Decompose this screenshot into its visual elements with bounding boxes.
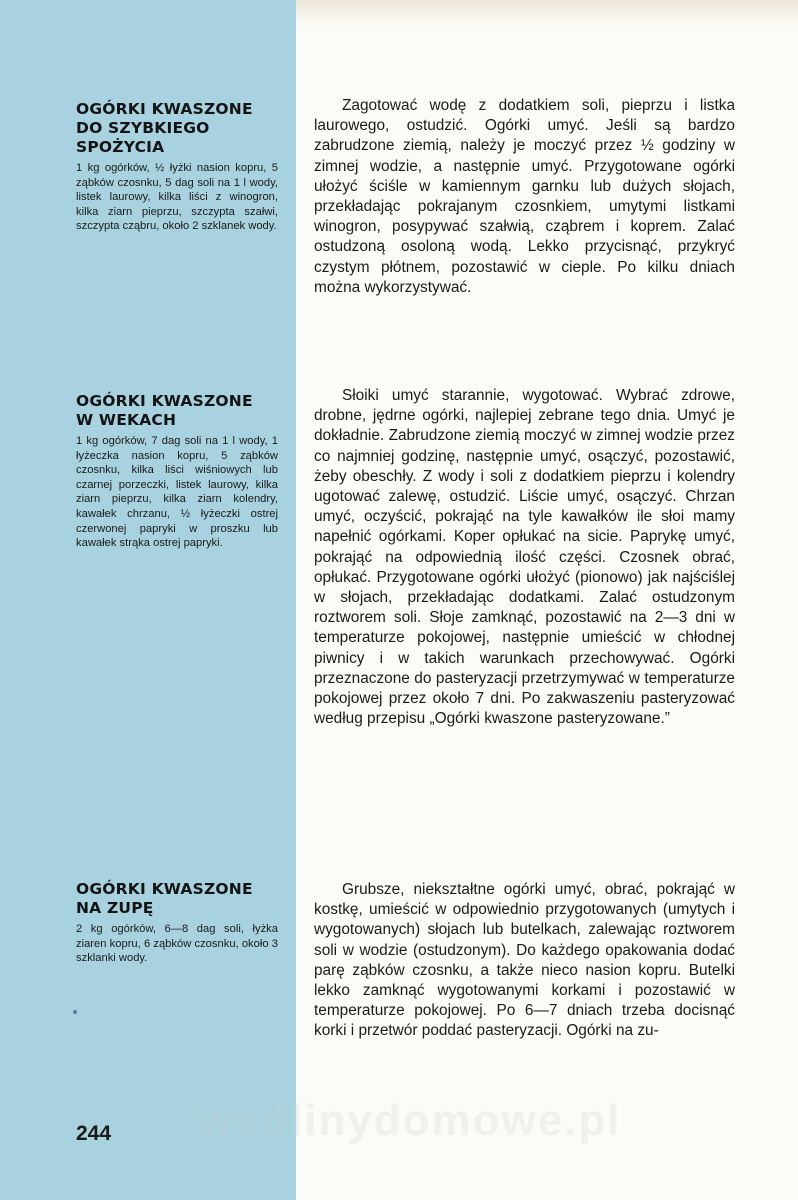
recipe-3-title-line-1: OGÓRKI KWASZONE: [76, 880, 253, 898]
page-top-edge: [296, 0, 798, 26]
recipe-1-sidebar: [76, 100, 278, 234]
recipe-3-sidebar: [76, 880, 278, 966]
recipe-1-title-line-1: OGÓRKI KWASZONE: [76, 100, 253, 118]
recipe-2-ingredients: 1 kg ogórków, 7 dag soli na 1 l wody, 1 łyżeczka nasion kopru, 5 ząbków czosnku, kilka liści wiśniowych lub czarnej porzeczki, listek laurowy, kilka ziarn pieprzu, kilka ziarn kolendry, kawałek chrzanu, ½ łyżeczki ostrej czerwonej papryki w proszku lub kawałek strąka ostrej papryki.: [76, 435, 278, 550]
watermark: wedlinydomowe.pl: [198, 1096, 622, 1145]
recipe-2-title-line-2: W WEKACH: [76, 411, 177, 429]
recipe-2-sidebar: [76, 392, 278, 551]
recipe-3-method: Grubsze, niekształtne ogórki umyć, obrać, pokrająć w kostkę, umieścić w odpowiednio przygotowanych (umytych i wygotowanych) słojach lub butelkach, zalewając roztworem soli w wodzie (ostudzonym). Do każdego opakowania dodać parę ząbków czosnku, a także nieco nasion kopru. Butelki lekko zamknąć wygotowanymi korkami i pozostawić w temperaturze pokojowej. Po 6—7 dniach trzeba docisnąć korki i przetwór poddać pasteryzacji. Ogórki na zu-: [314, 881, 735, 1040]
recipe-2-method: Słoiki umyć starannie, wygotować. Wybrać zdrowe, drobne, jędrne ogórki, najlepiej zebrane tego dnia. Umyć je dokładnie. Zabrudzone ziemią moczyć w zimnej wodzie przez co najmniej godzinę, następnie umyć, osączyć, pozostawić, żeby obeschły. Z wody i soli z dodatkiem pieprzu i kolendry ugotować zalewę, ostudzić. Liście umyć, osączyć. Chrzan umyć, oczyścić, pokrająć na tyle kawałków ile słoi mamy napełnić ogórkami. Koper opłukać na sicie. Paprykę umyć, pokrająć na odpowiednią ilość części. Czosnek obrać, opłukać. Przygotowane ogórki ułożyć (pionowo) jak najściślej w słojach, przekładając dodatkami. Zalać ostudzonym roztworem soli. Słoje zamknąć, pozostawić na 2—3 dni w temperaturze pokojowej, następnie umieścić w chłodnej piwnicy i w takich warunkach przechowywać. Ogórki przeznaczone do pasteryzacji przetrzymywać w temperaturze pokojowej przez około 7 dni. Po zakwaszeniu pasteryzować według przepisu „Ogórki kwaszone pasteryzowane.”: [314, 387, 735, 728]
page-number: 244: [76, 1122, 112, 1145]
ink-dot: [73, 1010, 77, 1014]
recipe-3-title-line-2: NA ZUPĘ: [76, 899, 154, 917]
recipe-1-ingredients: 1 kg ogórków, ½ łyżki nasion kopru, 5 ząbków czosnku, 5 dag soli na 1 l wody, listek laurowy, kilka liści z winogron, kilka ziarn pieprzu, szczypta szałwi, szczypta cząbru, około 2 szklanek wody.: [76, 162, 278, 233]
recipe-2-title: [76, 392, 278, 430]
recipe-2-title-line-1: OGÓRKI KWASZONE: [76, 392, 253, 410]
recipe-1-title-line-3: SPOŻYCIA: [76, 138, 165, 156]
recipe-3-title: [76, 880, 278, 918]
recipe-1-method: Zagotować wodę z dodatkiem soli, pieprzu i listka laurowego, ostudzić. Ogórki umyć. Jeśli są bardzo zabrudzone ziemią, należy je moczyć przez ½ godziny w zimnej wodzie, a następnie umyć. Przygotowane ogórki ułożyć ściśle w kamiennym garnku lub dużych słojach, przekładając pokrajanym czosnkiem, umytymi listkami winogron, posypywać szałwią, cząbrem i koprem. Zalać ostudzoną osoloną wodą. Lekko przycisnąć, przykryć czystym płótnem, pozostawić w cieple. Po kilku dniach można wykorzystywać.: [314, 97, 735, 296]
recipe-1-title: [76, 100, 278, 157]
recipe-1-title-line-2: DO SZYBKIEGO: [76, 119, 210, 137]
recipe-3-ingredients: 2 kg ogórków, 6—8 dag soli, łyżka ziaren kopru, 6 ząbków czosnku, około 3 szklanki wody.: [76, 923, 278, 965]
